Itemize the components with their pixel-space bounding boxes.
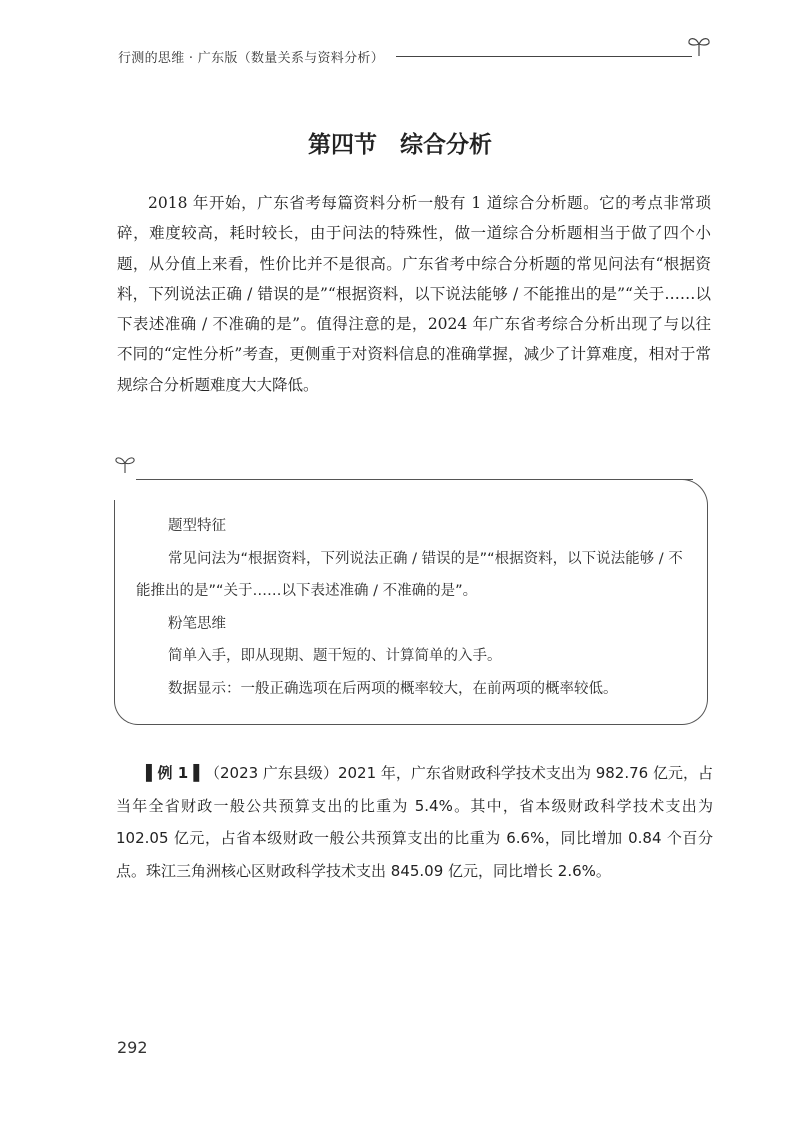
sprout-icon bbox=[686, 32, 712, 58]
example-paragraph bbox=[116, 757, 713, 887]
tip-text-data: 数据显示：一般正确选项在后两项的概率较大，在前两项的概率较低。 bbox=[168, 680, 618, 697]
section-title: 第四节 综合分析 bbox=[308, 132, 492, 158]
example-text: （2023 广东县级）2021 年，广东省财政科学技术支出为 982.76 亿元，占当年全省财政一般公共预算支出的比重为 5.4%。其中，省本级财政科学技术支出为 102.05 亿元，占省本级财政一般公共预算支出的比重为 6.6%，同比增加 0.84 个百分点。珠江三角洲核心区财政科学技术支出 845.09 亿元，同比增长 2.6%。 bbox=[116, 764, 713, 880]
header-rule bbox=[396, 56, 692, 57]
running-header-title: 行测的思维 · 广东版（数量关系与资料分析） bbox=[118, 51, 384, 66]
tip-box-bottom-border bbox=[140, 724, 680, 725]
intro-paragraph: 2018 年开始，广东省考每篇资料分析一般有 1 道综合分析题。它的考点非常琐碎，难度较高，耗时较长，由于问法的特殊性，做一道综合分析题相当于做了四个小题，从分值上来看，性价比并不是很高。广东省考中综合分析题的常见问法有“根据资料，下列说法正确 / 错误的是”“根据资料，以下说法能够 / 不能推出的是”“关于……以下表述准确 / 不准确的是”。值得注意的是，2024 年广东省考综合分析出现了与以往不同的“定性分析”考查，更侧重于对资料信息的准确掌握，减少了计算难度，相对于常规综合分析题难度大大降低。 bbox=[117, 194, 711, 394]
tip-box-top-border bbox=[136, 479, 693, 480]
example-label: ▌例 1 ▌ bbox=[146, 764, 205, 782]
page-number: 292 bbox=[117, 1038, 148, 1057]
sprout-icon bbox=[113, 452, 137, 474]
tip-heading-features: 题型特征 bbox=[168, 518, 226, 534]
tip-text-features: 常见问法为“根据资料，下列说法正确 / 错误的是”“根据资料，以下说法能够 / 不能推出的是”“关于……以下表述准确 / 不准确的是”。 bbox=[136, 550, 683, 599]
tip-box bbox=[136, 510, 696, 705]
tip-heading-thinking: 粉笔思维 bbox=[168, 615, 226, 632]
tip-text-thinking: 简单入手，即从现期、题干短的、计算简单的入手。 bbox=[168, 648, 502, 664]
